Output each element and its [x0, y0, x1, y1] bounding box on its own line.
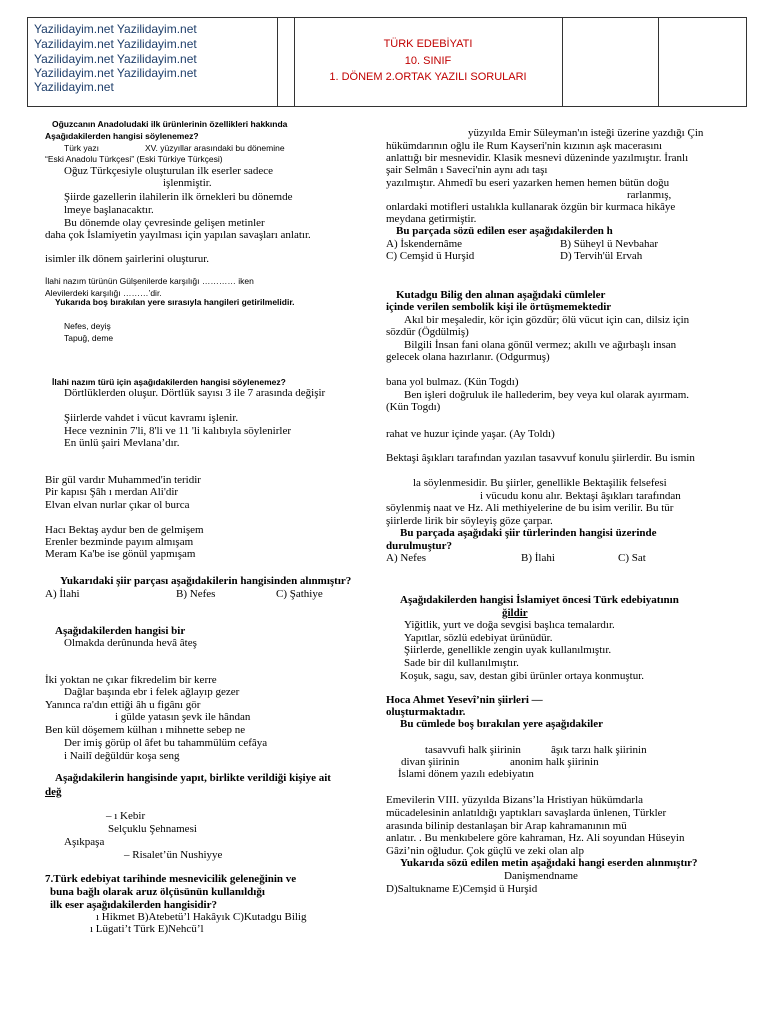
paragraph-line: arasında bilinip destanlaşan bir Arap kahramanının mü [386, 820, 627, 832]
question-12-stem: Hoca Ahmet Yesevî’nin şiirleri — [386, 694, 543, 706]
question-9-stem: içinde verilen sembolik kişi ile örtüşmemektedir [386, 301, 612, 313]
paragraph-line: yüzyılda Emir Süleyman'ın isteği üzerine yazdığı Çin [468, 127, 704, 139]
option-text: Dörtlüklerden oluşur. Dörtlük sayısı 3 ile 7 arasında değişir [64, 387, 326, 399]
question-3-stem: İlahi nazım türü için aşağıdakilerden hangisi söylenemez? [52, 377, 286, 387]
question-2-text: İlahi nazım türünün Gülşenilerde karşılığı ………… iken [45, 276, 254, 286]
option-text: isimler ilk dönem şairlerini oluşturur. [45, 253, 210, 265]
answer-option[interactable]: D) Tervih'ül Ervah [560, 250, 643, 262]
answer-option[interactable]: divan şiirinin [401, 756, 460, 768]
paragraph-line: şiirlerde lirik bir söyleyiş göze çarpar. [386, 515, 553, 527]
question-10-stem: Bu parçada aşağıdaki şiir türlerinden hangisi üzerinde [400, 527, 657, 539]
option-text: (Kün Togdı) [386, 401, 441, 413]
question-7-stem: ilk eser aşağıdakilerden hangisidir? [50, 899, 217, 911]
option-text: Oğuz Türkçesiyle oluşturulan ilk eserler sadece [64, 165, 274, 177]
question-8-stem: Bu parçada sözü edilen eser aşağıdakilerden h [396, 225, 613, 237]
paragraph-line: anlattığı bir mesnevidir. Klasik mesnevi düzeninde yazılmıştır. İranlı [386, 152, 689, 164]
option-text: Bilgili İnsan fani olana gönül vermez; akıllı ve ağırbaşlı insan [404, 339, 677, 351]
paragraph-line: Emevilerin VIII. yüzyılda Bizans’la Hristiyan hükümdarla [386, 794, 644, 806]
header-divider [658, 18, 659, 106]
answer-option[interactable]: C) Şathiye [276, 588, 323, 600]
exam-title: 1. DÖNEM 2.ORTAK YAZILI SORULARI [329, 71, 527, 83]
answer-option[interactable]: âşık tarzı halk şiirinin [551, 744, 647, 756]
paragraph-line: onlardaki motifleri ustalıkla kullanarak özgün bir kurmaca hikâye [386, 201, 676, 213]
paragraph-line: rarlanmış, [627, 189, 672, 201]
site-link[interactable]: Yazilidayim.net Yazilidayim.net [34, 37, 197, 51]
option-text: Akıl bir meşaledir, kör için gözdür; ölü vücut için can, dilsiz için [404, 314, 690, 326]
option-text: Şiirlerde vahdet i vücut kavramı işlenir. [64, 412, 239, 424]
answer-option[interactable]: anonim halk şiirinin [510, 756, 599, 768]
option-text: işlenmiştir. [163, 177, 212, 189]
answer-option[interactable]: tasavvufi halk şiirinin [425, 744, 521, 756]
exam-subject: TÜRK EDEBİYATI [383, 38, 473, 50]
question-11-stem: Aşağıdakilerden hangisi İslamiyet öncesi Türk edebiyatının [400, 594, 679, 606]
paragraph-line: i vücudu konu alır. Bektaşi âşıkları tarafından [480, 490, 681, 502]
option-text: Türk yazı [64, 143, 99, 153]
paragraph-line: mücadelesinin anlatıldığı yaptıkları savaşlarda ünlenen, Türkler [386, 807, 667, 819]
paragraph-line: Gâzi’nin oğludur. Çok güçlü ve zeki olan alp [386, 845, 584, 857]
option-text: rahat ve huzur içinde yaşar. (Ay Toldı) [386, 428, 555, 440]
poem-line: İki yoktan ne çıkar fikredelim bir kerre [45, 674, 217, 686]
poem-line: Bir gül vardır Muhammed'in teridir [45, 474, 201, 486]
question-13-stem: Yukarıda sözü edilen metin aşağıdaki hangi eserden alınmıştır? [400, 857, 698, 869]
poem-line: Olmakda derûnunda hevâ âteş [64, 637, 197, 649]
answer-option[interactable]: ı Hikmet B)Atebetü’l Hakâyık C)Kutadgu Bilig [96, 911, 307, 923]
poem-line: Der imiş görüp ol âfet bu tahammülüm cefâya [64, 737, 268, 749]
answer-option[interactable]: Koşuk, sagu, sav, destan gibi ürünler ortaya konmuştur. [400, 670, 644, 682]
answer-option[interactable]: C) Cemşid ü Hurşid [386, 250, 475, 262]
poem-line: Elvan elvan nurlar çıkar ol burca [45, 499, 190, 511]
paragraph-line: hükümdarının oğlu ile Rum Kayseri'nin kızının aşk macerasını [386, 140, 663, 152]
poem-line: i Nailî değüldür koşa seng [64, 750, 180, 762]
paragraph-line: söylenmiş naat ve Hz. Ali methiyelerine de bu isim verilir. Bu tür [386, 502, 674, 514]
question-1-intro: Oğuzcanın Anadoludaki ilk ürünlerinin özellikleri hakkında [52, 119, 288, 129]
answer-option[interactable]: – Risalet’ün Nushiyye [124, 849, 223, 861]
question-12-stem: Bu cümlede boş bırakılan yere aşağıdakiler [400, 718, 604, 730]
poem-line: Erenler bezminde payım almışam [45, 536, 194, 548]
option-text: Tapuğ, deme [64, 333, 114, 343]
option-text: Bu dönemde olay çevresinde gelişen metinler [64, 217, 265, 229]
question-11-stem: ğildir [502, 607, 528, 619]
answer-option[interactable]: A) Nefes [386, 552, 427, 564]
poem-line: Dağlar başında ebr i felek ağlayıp gezer [64, 686, 240, 698]
exam-grade: 10. SINIF [404, 55, 452, 67]
header-divider [277, 18, 278, 106]
paragraph-line: yazılmıştır. Ahmedî bu eseri yazarken hemen hemen bütün doğu [386, 177, 670, 189]
paragraph-line: anlatır. . Bu menkıbelere göre kahraman, Hz. Ali soyundan Hüseyin [386, 832, 685, 844]
answer-option[interactable]: Sade bir dil kullanılmıştır. [404, 657, 519, 669]
option-text: lmeye başlanacaktır. [64, 204, 154, 216]
question-5-stem: Aşağıdakilerden hangisi bir [55, 625, 186, 637]
option-text: Şiirde gazellerin ilahilerin ilk örnekleri bu dönemde [64, 191, 293, 203]
answer-option[interactable]: – ı Kebir [106, 810, 146, 822]
header-divider [562, 18, 563, 106]
site-link[interactable]: Yazilidayim.net Yazilidayim.net [34, 52, 197, 66]
question-6-stem: değ [45, 786, 62, 798]
option-text: sözdür (Ögdülmiş) [386, 326, 469, 338]
answer-option[interactable]: Aşıkpaşa [64, 836, 105, 848]
site-link[interactable]: Yazilidayim.net [34, 80, 114, 94]
poem-line: Hacı Bektaş aydur ben de gelmişem [45, 524, 204, 536]
option-text: daha çok İslamiyetin yayılması için yapılan savaşları anlatır. [45, 229, 311, 241]
answer-option[interactable]: Selçuklu Şehnamesi [108, 823, 197, 835]
answer-option[interactable]: C) Sat [618, 552, 646, 564]
question-12-stem: oluşturmaktadır. [386, 706, 466, 718]
paragraph-line: şair Selmân ı Saveci'nin aynı adı taşı [386, 164, 548, 176]
question-1-stem: Aşağıdakilerden hangisi söylenemez? [45, 131, 199, 141]
question-2-text: Alevilerdeki karşılığı ………’dir. [45, 288, 162, 298]
option-text: Hece vezninin 7'li, 8'li ve 11 'li kalıbıyla söylenirler [64, 425, 292, 437]
option-text: XV. yüzyıllar arasındaki bu dönemine [145, 143, 285, 153]
option-text: Nefes, deyiş [64, 321, 111, 331]
answer-option[interactable]: A) İskendernâme [386, 238, 463, 250]
paragraph-line: meydana getirmiştir. [386, 213, 477, 225]
answer-option[interactable]: B) Nefes [176, 588, 216, 600]
header-box [27, 17, 747, 107]
answer-option[interactable]: İslami dönem yazılı edebiyatın [398, 768, 534, 780]
option-text: bana yol bulmaz. (Kün Togdı) [386, 376, 519, 388]
question-9-stem: Kutadgu Bilig den alınan aşağıdaki cümleler [396, 289, 606, 301]
question-6-stem: Aşağıdakilerin hangisinde yapıt, birlikte verildiği kişiye ait [55, 772, 331, 784]
answer-option[interactable]: Şiirlerde, genellikle zengin uyak kullanılmıştır. [404, 644, 612, 656]
answer-option[interactable]: B) İlahi [521, 552, 555, 564]
question-7-stem: buna bağlı olarak aruz ölçüsünün kullanıldığı [50, 886, 265, 898]
answer-option[interactable]: D)Saltukname E)Cemşid ü Hurşid [386, 883, 538, 895]
site-link[interactable]: Yazilidayim.net Yazilidayim.net [34, 22, 197, 36]
poem-line: Meram Ka'be ise gönül yapmışam [45, 548, 196, 560]
site-link[interactable]: Yazilidayim.net Yazilidayim.net [34, 66, 197, 80]
question-10-stem: durulmuştur? [386, 540, 453, 552]
poem-line: Pir kapısı Şâh ı merdan Ali'dir [45, 486, 179, 498]
paragraph-line: Bektaşi âşıkları tarafından yazılan tasavvuf konulu şiirlerdir. Bu ismin [386, 452, 695, 464]
answer-option[interactable]: Yiğitlik, yurt ve doğa sevgisi başlıca temalardır. [404, 619, 615, 631]
paragraph-line: la söylenmesidir. Bu şiirler, genellikle Bektaşilik felsefesi [413, 477, 667, 489]
question-7-stem: 7.Türk edebiyat tarihinde mesnevicilik geleneğinin ve [45, 873, 297, 885]
answer-option[interactable]: A) İlahi [45, 588, 80, 600]
option-text: gelecek olana hazırlanır. (Odgurmuş) [386, 351, 550, 363]
option-text: Ben işleri doğruluk ile hallederim, bey veya kul olarak ayırmam. [404, 389, 689, 401]
poem-line: Ben kül döşemem külhan ı mihnette sebep ne [45, 724, 246, 736]
answer-option[interactable]: Danişmendname [504, 870, 578, 882]
poem-line: Yanınca ra'dın ettiği âh u figânı gör [45, 699, 201, 711]
question-4-stem: Yukarıdaki şiir parçası aşağıdakilerin hangisinden alınmıştır? [60, 575, 352, 587]
answer-option[interactable]: ı Lügati’t Türk E)Nehcü’l [90, 923, 204, 935]
option-text: “Eski Anadolu Türkçesi” (Eski Türkiye Türkçesi) [45, 154, 223, 164]
answer-option[interactable]: B) Süheyl ü Nevbahar [560, 238, 659, 250]
option-text: En ünlü şairi Mevlana’dır. [64, 437, 180, 449]
question-2-stem: Yukarıda boş bırakılan yere sırasıyla hangileri getirilmelidir. [55, 297, 295, 307]
poem-line: i gülde yatasın şevk ile hândan [115, 711, 251, 723]
answer-option[interactable]: Yapıtlar, sözlü edebiyat ürünüdür. [404, 632, 553, 644]
